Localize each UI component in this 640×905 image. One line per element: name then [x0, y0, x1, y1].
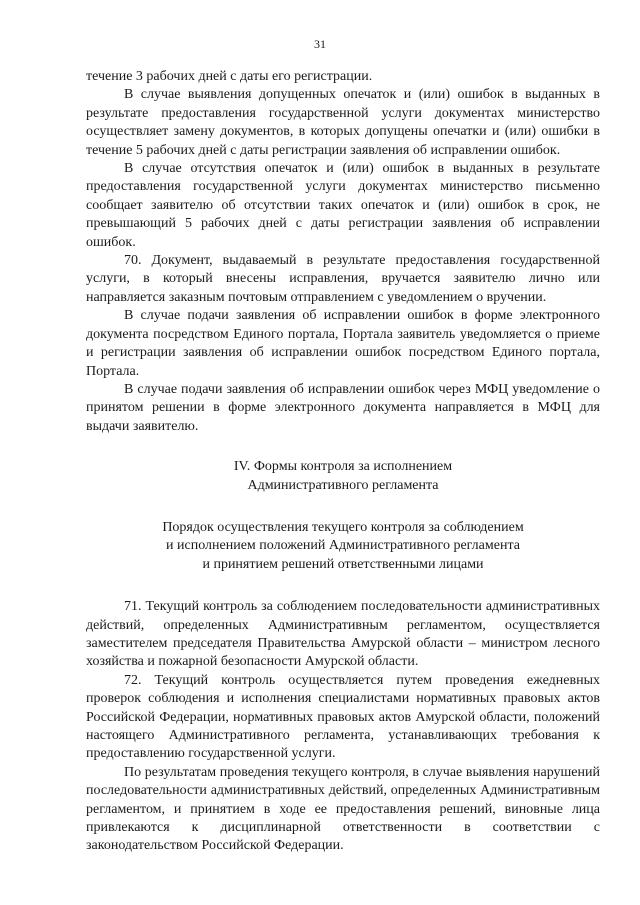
page-number: 31 — [314, 37, 326, 51]
paragraph-correction-replacement: В случае выявления допущенных опечаток и (или) ошибок в выданных в результате предоставления государственной услуги документах министерство осуществляет замену документов, в которых допущены опечатки и (или) ошибки в течение 5 рабочих дней с даты регистрации заявления об исправлении ошибок. — [86, 87, 600, 158]
paragraph-portal-notice: В случае подачи заявления об исправлении ошибок в форме электронного документа посредством Единого портала, Портала заявитель уведомляется о приеме и регистрации заявления об исправлении ошибок посредством Единого портала, Портала. — [86, 308, 600, 379]
paragraph-continuation: течение 3 рабочих дней с даты его регистрации. — [86, 69, 373, 84]
paragraph-no-errors-notice: В случае отсутствия опечаток и (или) ошибок в выданных в результате предоставления государственной услуги документах министерство письменно сообщает заявителю об отсутствии таких опечаток и (или) ошибок в срок, не превышающий 5 рабочих дней с даты регистрации заявления об исправлении ошибок. — [86, 161, 600, 250]
paragraph-mfc-notice: В случае подачи заявления об исправлении ошибок через МФЦ уведомление о принятом решении в форме электронного документа направляется в МФЦ для выдачи заявителю. — [86, 381, 600, 434]
section-heading-line-2: Административного регламента — [247, 477, 439, 493]
subsection-heading — [86, 519, 600, 574]
paragraph-control-results: По результатам проведения текущего контроля, в случае выявления нарушений последовательности административных действий, определенных Административным регламентом, и принятием в ходе ее предоставления решений, виновные лица привлекаются к дисциплинарной ответственности в соответствии с законодательством Российской Федерации. — [86, 764, 600, 854]
document-body — [86, 68, 600, 856]
subsection-heading-line-2: и исполнением положений Административного регламента — [166, 538, 520, 554]
paragraph-72: 72. Текущий контроль осуществляется путем проведения ежедневных проверок соблюдения и исполнения специалистами нормативных правовых актов Российской Федерации, нормативных правовых актов Амурской области, положений настоящего Административного регламента, устанавливающих требования к предоставлению государственной услуги. — [86, 672, 600, 762]
subsection-heading-line-3: и принятием решений ответственными лицами — [202, 556, 484, 572]
section-heading-line-1: IV. Формы контроля за исполнением — [233, 459, 453, 475]
section-heading — [86, 458, 600, 495]
paragraph-71: 71. Текущий контроль за соблюдением последовательности административных действий, определенных Административным регламентом, осуществляется заместителем председателя Правительства Амурской области – министром лесного хозяйства и пожарной безопасности Амурской области. — [86, 599, 600, 670]
paragraph-70: 70. Документ, выдаваемый в результате предоставления государственной услуги, в который внесены исправления, вручается заявителю лично или направляется заказным почтовым отправлением с уведомлением о вручении. — [86, 253, 600, 305]
subsection-heading-line-1: Порядок осуществления текущего контроля за соблюдением — [162, 519, 524, 535]
